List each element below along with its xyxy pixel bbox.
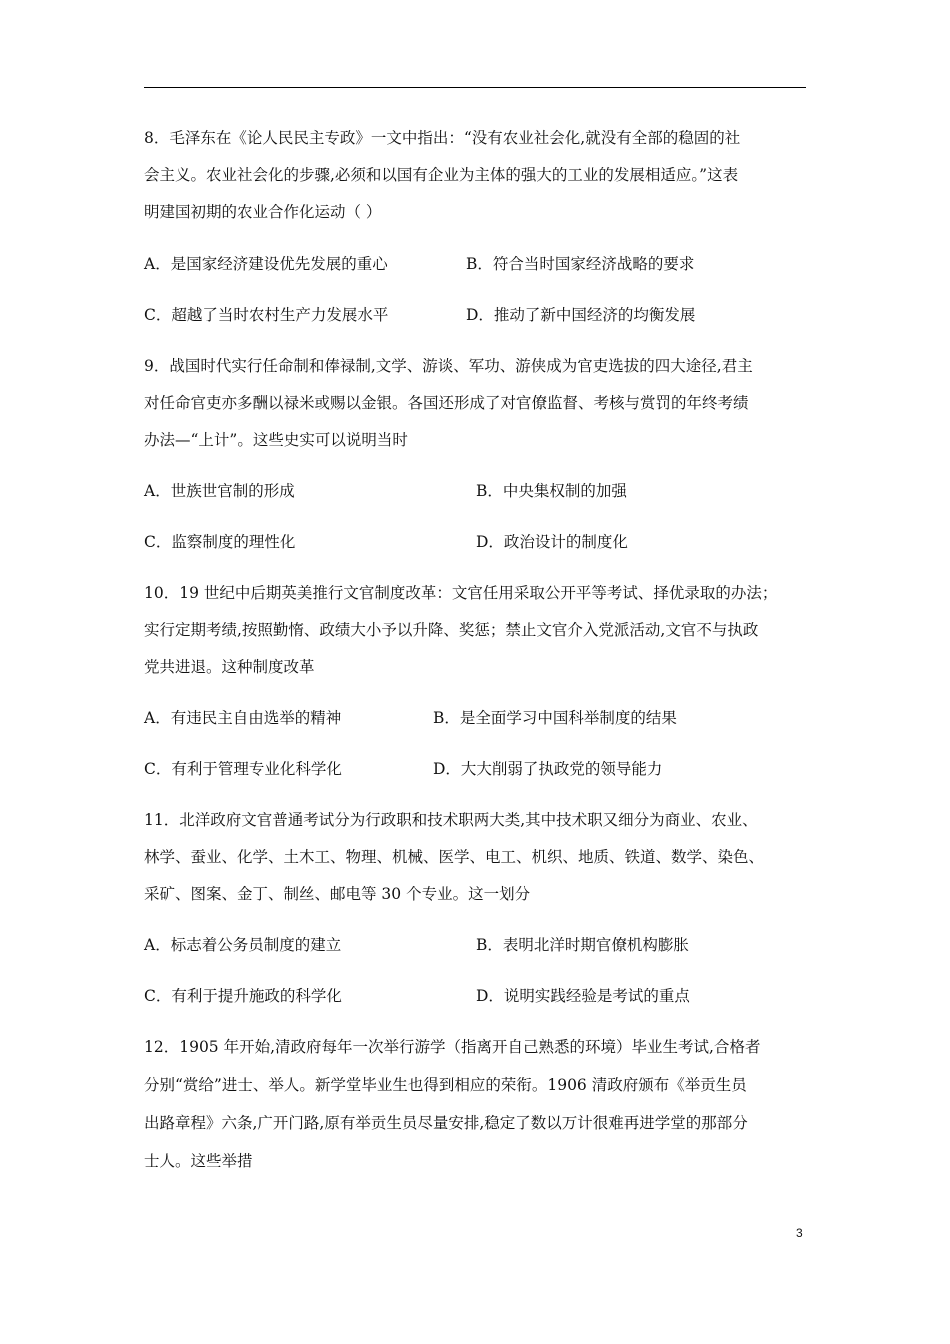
question-12-stem-line-3: 出路章程》六条,广开门路,原有举贡生员尽量安排,稳定了数以万计很难再进学堂的那部分 — [144, 1114, 748, 1132]
question-11-option-c[interactable]: C．有利于提升施政的科学化 — [144, 987, 342, 1005]
question-12-stem-line-1: 12．1905 年开始,清政府每年一次举行游学（指离开自己熟悉的环境）毕业生考试,合格者 — [144, 1038, 761, 1056]
question-9-option-d[interactable]: D．政治设计的制度化 — [476, 533, 628, 551]
question-9-stem-line-2: 对任命官吏亦多酬以禄米或赐以金银。各国还形成了对官僚监督、考核与赏罚的年终考绩 — [144, 394, 749, 412]
question-12-stem-line-4: 士人。这些举措 — [144, 1152, 253, 1170]
header-rule — [144, 87, 806, 88]
question-10-stem-line-3: 党共进退。这种制度改革 — [144, 658, 315, 676]
question-8-stem-line-2: 会主义。农业社会化的步骤,必须和以国有企业为主体的强大的工业的发展相适应。”这表 — [144, 166, 739, 184]
question-9-stem-line-1: 9．战国时代实行任命制和俸禄制,文学、游谈、军功、游侠成为官吏选拔的四大途径,君主 — [144, 357, 753, 375]
question-10-option-d[interactable]: D．大大削弱了执政党的领导能力 — [433, 760, 663, 778]
question-10-option-c[interactable]: C．有利于管理专业化科学化 — [144, 760, 342, 778]
question-9-option-c[interactable]: C．监察制度的理性化 — [144, 533, 296, 551]
question-8-option-a[interactable]: A．是国家经济建设优先发展的重心 — [144, 255, 388, 273]
question-11-stem-line-3: 采矿、图案、金丁、制丝、邮电等 30 个专业。这一划分 — [144, 885, 531, 903]
question-9-option-a[interactable]: A．世族世官制的形成 — [144, 482, 295, 500]
question-9-stem-line-3: 办法—“上计”。这些史实可以说明当时 — [144, 431, 408, 449]
question-10-option-b[interactable]: B．是全面学习中国科举制度的结果 — [433, 709, 677, 727]
question-11-option-b[interactable]: B．表明北洋时期官僚机构膨胀 — [476, 936, 689, 954]
question-11-option-a[interactable]: A．标志着公务员制度的建立 — [144, 936, 342, 954]
question-9-option-b[interactable]: B．中央集权制的加强 — [476, 482, 627, 500]
question-8-stem-line-1: 8．毛泽东在《论人民民主专政》一文中指出：“没有农业社会化,就没有全部的稳固的社 — [144, 129, 741, 147]
question-10-stem-line-1: 10．19 世纪中后期英美推行文官制度改革：文官任用采取公开平等考试、择优录取的办法； — [144, 584, 778, 602]
page-number: 3 — [796, 1226, 803, 1240]
question-8-option-b[interactable]: B．符合当时国家经济战略的要求 — [466, 255, 695, 273]
question-11-stem-line-2: 林学、蚕业、化学、土木工、物理、机械、医学、电工、机织、地质、铁道、数学、染色、 — [144, 848, 765, 866]
question-12-stem-line-2: 分别“赏给”进士、举人。新学堂毕业生也得到相应的荣衔。1906 清政府颁布《举贡生员 — [144, 1076, 747, 1094]
question-8-stem-line-3: 明建国初期的农业合作化运动（ ） — [144, 203, 382, 221]
question-11-stem-line-1: 11．北洋政府文官普通考试分为行政职和技术职两大类,其中技术职又细分为商业、农业、 — [144, 811, 758, 829]
question-8-option-d[interactable]: D．推动了新中国经济的均衡发展 — [466, 306, 696, 324]
question-8-option-c[interactable]: C．超越了当时农村生产力发展水平 — [144, 306, 389, 324]
question-11-option-d[interactable]: D．说明实践经验是考试的重点 — [476, 987, 690, 1005]
question-10-stem-line-2: 实行定期考绩,按照勤惰、政绩大小予以升降、奖惩；禁止文官介入党派活动,文官不与执政 — [144, 621, 759, 639]
question-10-option-a[interactable]: A．有违民主自由选举的精神 — [144, 709, 342, 727]
